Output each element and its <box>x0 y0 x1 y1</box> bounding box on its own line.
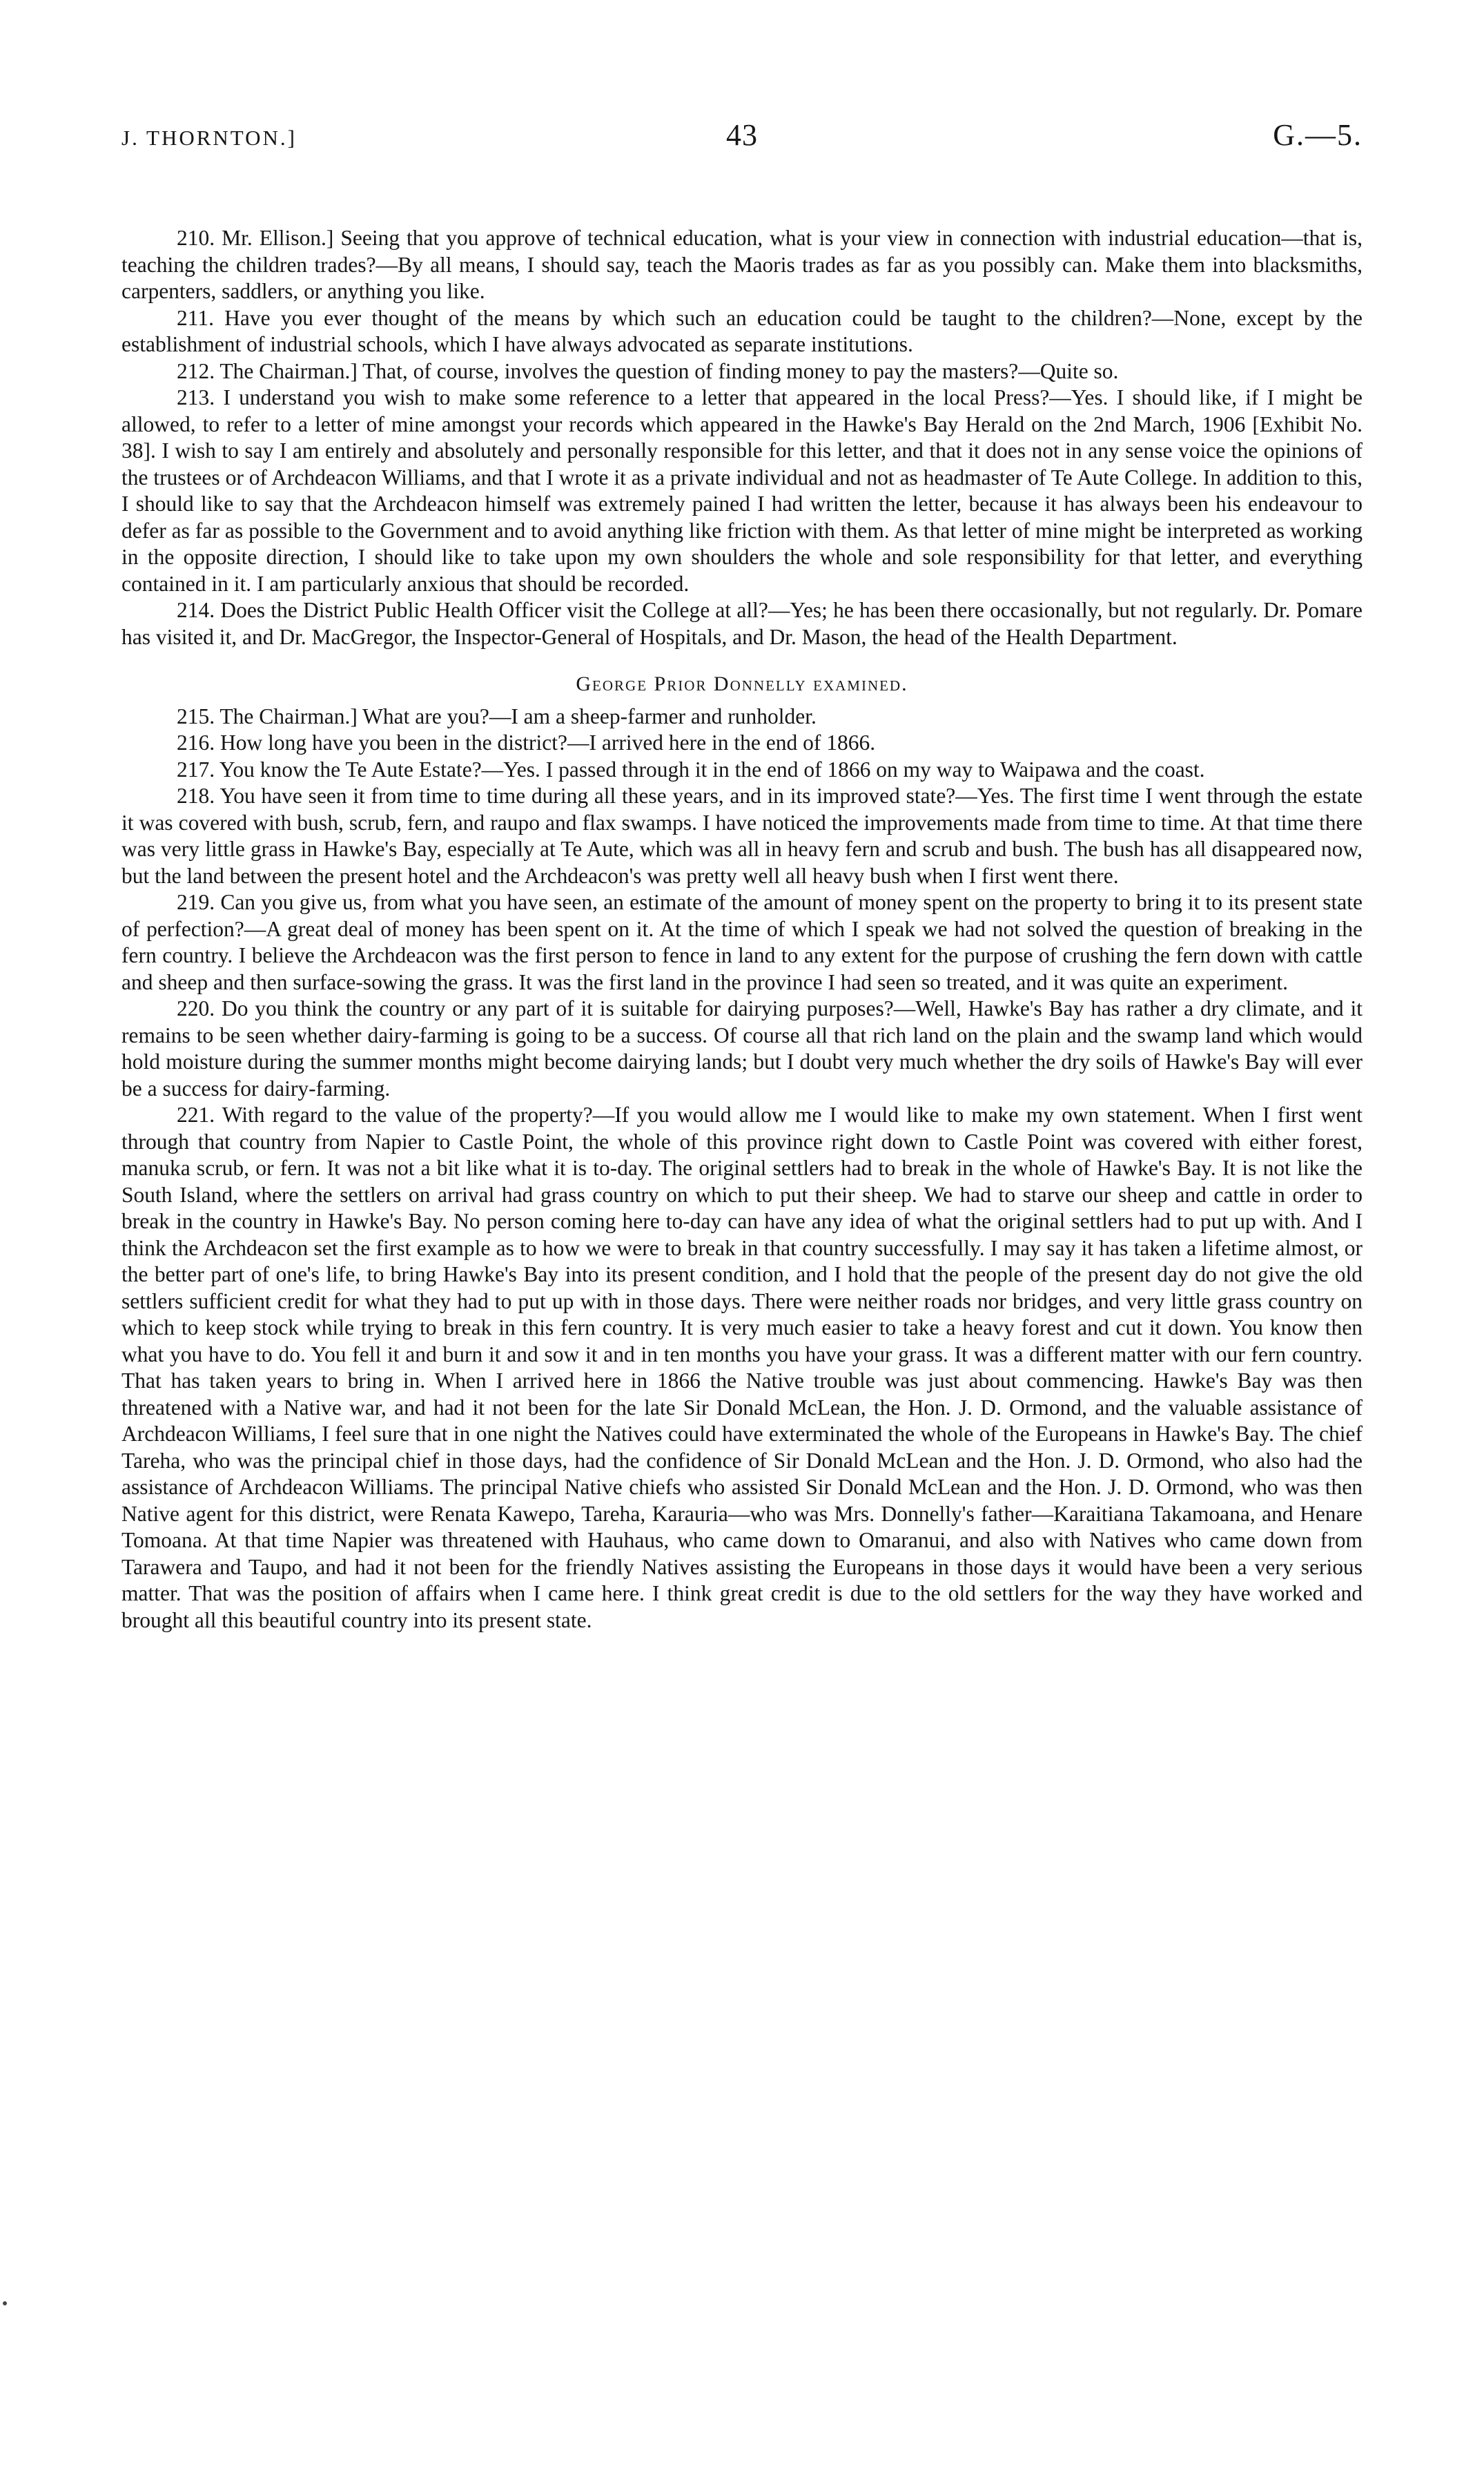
paragraph-215: 215. The Chairman.] What are you?—I am a sheep-farmer and runholder. <box>177 704 817 728</box>
scan-speck <box>3 2301 7 2305</box>
page-header <box>121 117 1363 180</box>
document-reference: G.—5. <box>1273 118 1363 152</box>
paragraph-211: 211. Have you ever thought of the means by which such an education could be taught to the children?—None, except by the establishment of industrial schools, which I have always advocated as separate institutions. <box>121 305 1363 356</box>
paragraph-214: 214. Does the District Public Health Officer visit the College at all?—Yes; he has been there occasionally, but not regularly. Dr. Pomare has visited it, and Dr. MacGregor, the Inspector-General of Hospitals, and Dr. Mason, the head of the Health Department. <box>121 598 1363 649</box>
page-number: 43 <box>726 118 758 152</box>
paragraph-210: 210. Mr. Ellison.] Seeing that you approve of technical education, what is your view in connection with industrial education—that is, teaching the children trades?—By all means, I should say, teach the Maoris trades as far as you possibly can. Make them into blacksmiths, carpenters, saddlers, or anything you like. <box>121 226 1363 303</box>
paragraph-212: 212. The Chairman.] That, of course, involves the question of finding money to pay the masters?—Quite so. <box>177 358 1119 383</box>
paragraph-213: 213. I understand you wish to make some reference to a letter that appeared in the local Press?—Yes. I should like, if I might be allowed, to refer to a letter of mine amongst your records which appeared in the Hawke's Bay Herald on the 2nd March, 1906 [Exhibit No. 38]. I wish to say I am entirely and absolutely and personally responsible for this letter, and that it does not in any sense voice the opinions of the trustees or of Archdeacon Williams, and that I wrote it as a private individual and not as headmaster of Te Aute College. In addition to this, I should like to say that the Archdeacon himself was extremely pained I had written the letter, because it has always been his endeavour to defer as far as possible to the Government and to avoid anything like friction with them. As that letter of mine might be interpreted as working in the opposite direction, I should like to take upon my own shoulders the whole and sole responsibility for that letter, and everything contained in it. I am particularly anxious that should be recorded. <box>121 385 1363 596</box>
paragraph-216: 216. How long have you been in the district?—I arrived here in the end of 1866. <box>177 730 876 755</box>
paragraph-219: 219. Can you give us, from what you have seen, an estimate of the amount of money spent on the property to bring it to its present state of perfection?—A great deal of money has been spent on it. At the time of which I speak we had not solved the question of breaking in the fern country. I believe the Archdeacon was the first person to fence in land to any extent for the purpose of crushing the fern down with cattle and sheep and then surface-sowing the grass. It was the first land in the province I had seen so treated, and it was quite an experiment. <box>121 890 1363 994</box>
page-body <box>121 225 1363 1634</box>
paragraph-217: 217. You know the Te Aute Estate?—Yes. I passed through it in the end of 1866 on my way to Waipawa and the coast. <box>177 757 1205 782</box>
witness-running-head: J. THORNTON.] <box>121 126 297 150</box>
paragraph-218: 218. You have seen it from time to time during all these years, and in its improved state?—Yes. The first time I went through the estate it was covered with bush, scrub, fern, and raupo and flax swamps. I have noticed the improvements made from time to time. At that time there was very little grass in Hawke's Bay, especially at Te Aute, which was all in heavy fern and scrub and bush. The bush has all disappeared now, but the land between the present hotel and the Archdeacon's was pretty well all heavy bush when I first went there. <box>121 784 1363 888</box>
paragraph-220: 220. Do you think the country or any part of it is suitable for dairying purposes?—Well, Hawke's Bay has rather a dry climate, and it remains to be seen whether dairy-farming is going to be a success. Of course all that rich land on the plain and the swamp land which would hold moisture during the summer months might become dairying lands; but I doubt very much whether the dry soils of Hawke's Bay will ever be a success for dairy-farming. <box>121 996 1363 1101</box>
witness-heading: George Prior Donnelly examined. <box>576 672 908 695</box>
paragraph-221: 221. With regard to the value of the property?—If you would allow me I would like to make my own statement. When I first went through that country from Napier to Castle Point, the whole of this province right down to Castle Point was covered with either forest, manuka scrub, or fern. It was not a bit like what it is to-day. The original settlers had to break in the whole of Hawke's Bay. It is not like the South Island, where the settlers on arrival had grass country on which to put their sheep. We had to starve our sheep and cattle in order to break in the country in Hawke's Bay. No person coming here to-day can have any idea of what the original settlers had to put up with. And I think the Archdeacon set the first example as to how we were to break in that country successfully. I may say it has taken a lifetime almost, or the better part of one's life, to bring Hawke's Bay into its present condition, and I hold that the people of the present day do not give the old settlers sufficient credit for what they had to put up with in those days. There were neither roads nor bridges, and very little grass country on which to keep stock while trying to break in this fern country. It is very much easier to take a heavy forest and cut it down. You know then what you have to do. You fell it and burn it and sow it and in ten months you have your grass. It was a different matter with our fern country. That has taken years to bring in. When I arrived here in 1866 the Native trouble was just about commencing. Hawke's Bay was then threatened with a Native war, and had it not been for the late Sir Donald McLean, the Hon. J. D. Ormond, and the valuable assistance of Archdeacon Williams, I feel sure that in one night the Natives could have exterminated the whole of the Europeans in Hawke's Bay. The chief Tareha, who was the principal chief in those days, had the confidence of Sir Donald McLean and the Hon. J. D. Ormond, who also had the assistance of Archdeacon Williams. The principal Native chiefs who assisted Sir Donald McLean and the Hon. J. D. Ormond, who was then Native agent for this district, were Renata Kawepo, Tareha, Karauria—who was Mrs. Donnelly's father—Karaitiana Takamoana, and Henare Tomoana. At that time Napier was threatened with Hauhaus, who came down to Omaranui, and also with Natives who came down from Tarawera and Taupo, and had it not been for the friendly Natives assisting the Europeans in those days it would have been a very serious matter. That was the position of affairs when I came here. I think great credit is due to the old settlers for the way they have worked and brought all this beautiful country into its present state. <box>121 1103 1363 1632</box>
